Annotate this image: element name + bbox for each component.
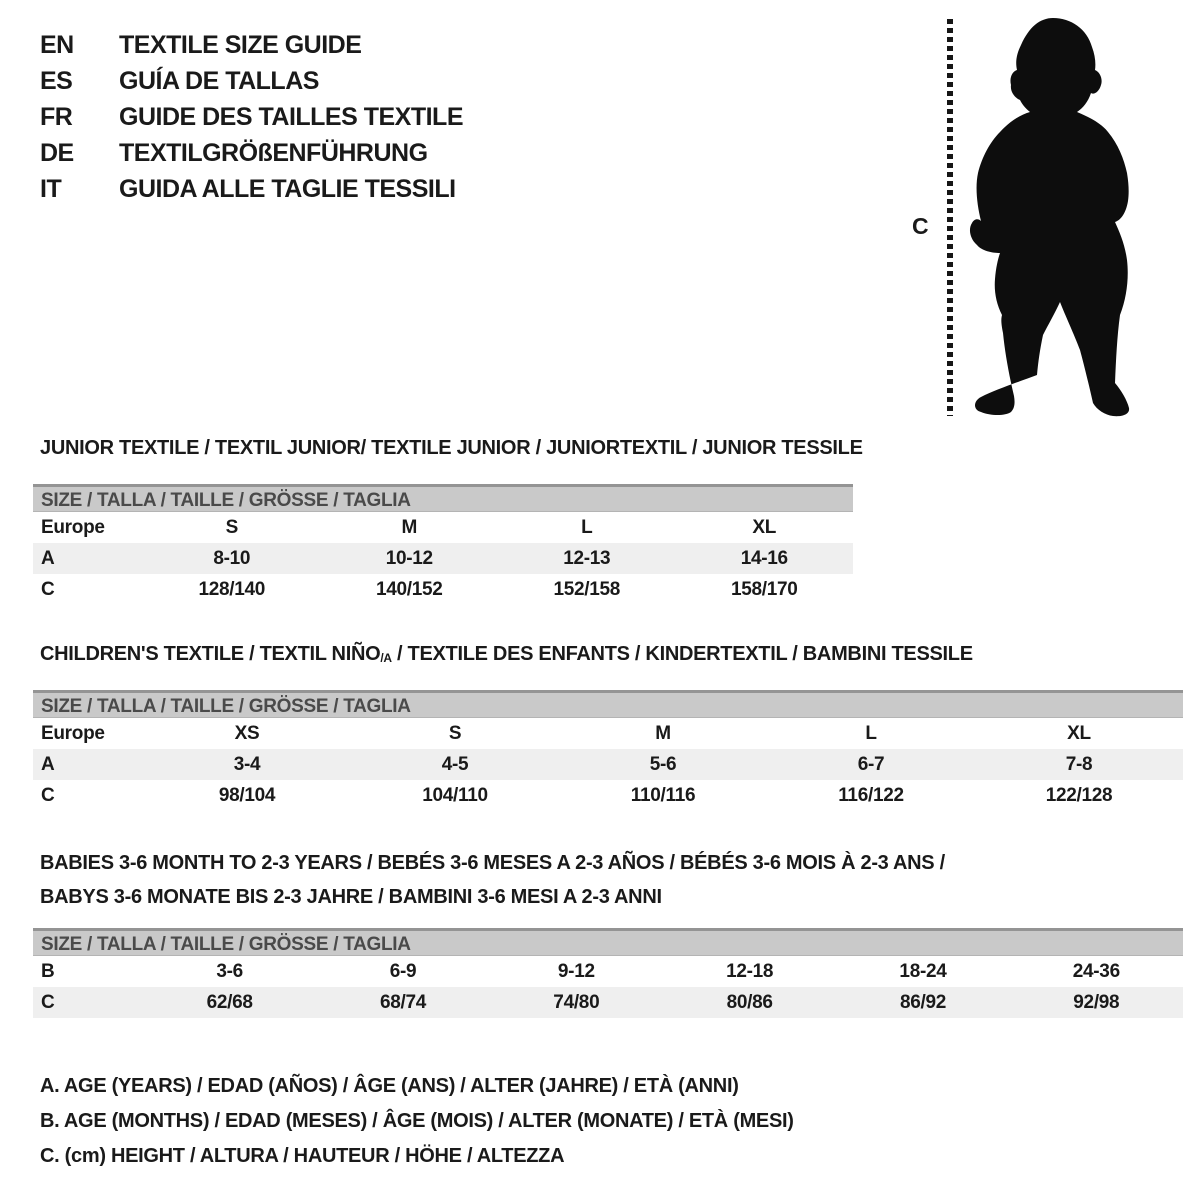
size-cell: XS — [234, 723, 260, 744]
babies-title-line2: BABYS 3-6 MONATE BIS 2-3 JAHRE / BAMBINI 3-6 MESI A 2-3 ANNI — [40, 886, 662, 908]
size-table-header: SIZE / TALLA / TAILLE / GRÖSSE / TAGLIA — [33, 690, 1183, 718]
age-cell: 3-4 — [233, 754, 261, 775]
children-title-subscript: /A — [380, 651, 392, 665]
lang-row-en — [40, 27, 463, 63]
height-cell: 92/98 — [1073, 992, 1120, 1013]
age-cell: 4-5 — [441, 754, 469, 775]
age-cell: 5-6 — [649, 754, 677, 775]
row-label: Europe — [41, 723, 105, 744]
age-cell: 7-8 — [1065, 754, 1093, 775]
babies-section-title — [40, 846, 945, 914]
lang-row-es — [40, 63, 463, 99]
size-cell: L — [865, 723, 877, 744]
height-cell: 122/128 — [1045, 785, 1113, 806]
guide-title-es: GUÍA DE TALLAS — [119, 67, 319, 95]
size-table-header: SIZE / TALLA / TAILLE / GRÖSSE / TAGLIA — [33, 484, 853, 512]
row-label: C — [41, 785, 55, 806]
table-row-age-years — [33, 749, 1183, 780]
height-dashed-line — [947, 19, 953, 416]
age-cell: 8-10 — [213, 548, 251, 569]
legend-line-age-years: A. AGE (YEARS) / EDAD (AÑOS) / ÂGE (ANS) / ALTER (JAHRE) / ETÀ (ANNI) — [40, 1075, 739, 1097]
guide-title-en: TEXTILE SIZE GUIDE — [119, 31, 362, 59]
children-section-title — [40, 643, 973, 666]
lang-code: FR — [40, 103, 73, 131]
children-title-part: / TEXTILE DES ENFANTS / KINDERTEXTIL / BAMBINI TESSILE — [391, 643, 973, 665]
age-cell: 3-6 — [216, 961, 243, 982]
age-cell: 9-12 — [557, 961, 595, 982]
age-cell: 6-7 — [857, 754, 885, 775]
age-cell: 14-16 — [740, 548, 788, 569]
height-cell: 140/152 — [375, 579, 443, 600]
table-row-europe — [33, 718, 1183, 749]
height-cell: 62/68 — [206, 992, 253, 1013]
height-marker-label: C — [912, 213, 929, 239]
height-cell: 80/86 — [726, 992, 773, 1013]
age-cell: 10-12 — [385, 548, 433, 569]
size-cell: M — [401, 517, 418, 538]
lang-code: EN — [40, 31, 74, 59]
height-cell: 158/170 — [730, 579, 798, 600]
age-cell: 6-9 — [389, 961, 417, 982]
table-row-height-cm — [33, 780, 1183, 811]
toddler-silhouette-icon — [965, 15, 1135, 420]
lang-row-it — [40, 171, 463, 207]
height-cell: 98/104 — [218, 785, 276, 806]
junior-size-table — [33, 484, 853, 605]
height-cell: 110/116 — [630, 785, 696, 806]
row-label: C — [41, 579, 55, 600]
row-label: B — [41, 961, 55, 982]
guide-title-fr: GUIDE DES TAILLES TEXTILE — [119, 103, 464, 131]
height-cell: 104/110 — [422, 785, 488, 806]
age-cell: 12-13 — [563, 548, 611, 569]
height-cell: 152/158 — [553, 579, 621, 600]
table-row-height-cm — [33, 987, 1183, 1018]
height-cell: 128/140 — [198, 579, 266, 600]
table-row-height-cm — [33, 574, 853, 605]
table-row-age-months — [33, 956, 1183, 987]
height-cell: 68/74 — [379, 992, 427, 1013]
row-label: A — [41, 548, 55, 569]
children-title-part: CHILDREN'S TEXTILE / TEXTIL NIÑO — [40, 643, 381, 665]
table-row-age-years — [33, 543, 853, 574]
row-label: C — [41, 992, 55, 1013]
guide-title-de: TEXTILGRÖßENFÜHRUNG — [119, 139, 428, 167]
lang-code: ES — [40, 67, 73, 95]
table-row-europe — [33, 512, 853, 543]
height-cell: 116/122 — [838, 785, 904, 806]
row-label: Europe — [41, 517, 105, 538]
size-cell: XL — [1067, 723, 1091, 744]
lang-code: IT — [40, 175, 62, 203]
size-cell: L — [581, 517, 593, 538]
children-size-table — [33, 690, 1183, 811]
size-cell: M — [655, 723, 671, 744]
junior-section-title: JUNIOR TEXTILE / TEXTIL JUNIOR/ TEXTILE JUNIOR / JUNIORTEXTIL / JUNIOR TESSILE — [40, 437, 863, 459]
size-cell: XL — [752, 517, 777, 538]
babies-title-line1: BABIES 3-6 MONTH TO 2-3 YEARS / BEBÉS 3-6 MESES A 2-3 AÑOS / BÉBÉS 3-6 MOIS À 2-3 ANS / — [40, 852, 945, 874]
age-cell: 24-36 — [1072, 961, 1120, 982]
height-cell: 74/80 — [553, 992, 600, 1013]
age-cell: 12-18 — [726, 961, 774, 982]
legend-line-age-months: B. AGE (MONTHS) / EDAD (MESES) / ÂGE (MOIS) / ALTER (MONATE) / ETÀ (MESI) — [40, 1110, 794, 1132]
size-table-header: SIZE / TALLA / TAILLE / GRÖSSE / TAGLIA — [33, 928, 1183, 956]
legend-line-height-cm: C. (cm) HEIGHT / ALTURA / HAUTEUR / HÖHE / ALTEZZA — [40, 1145, 565, 1167]
size-cell: S — [225, 517, 238, 538]
babies-size-table — [33, 928, 1183, 1018]
size-cell: S — [448, 723, 462, 744]
language-title-list — [40, 27, 463, 207]
legend — [40, 1069, 794, 1174]
age-cell: 18-24 — [899, 961, 947, 982]
lang-code: DE — [40, 139, 74, 167]
lang-row-de — [40, 135, 463, 171]
height-cell: 86/92 — [899, 992, 946, 1013]
guide-title-it: GUIDA ALLE TAGLIE TESSILI — [119, 175, 456, 203]
lang-row-fr — [40, 99, 463, 135]
row-label: A — [41, 754, 55, 775]
